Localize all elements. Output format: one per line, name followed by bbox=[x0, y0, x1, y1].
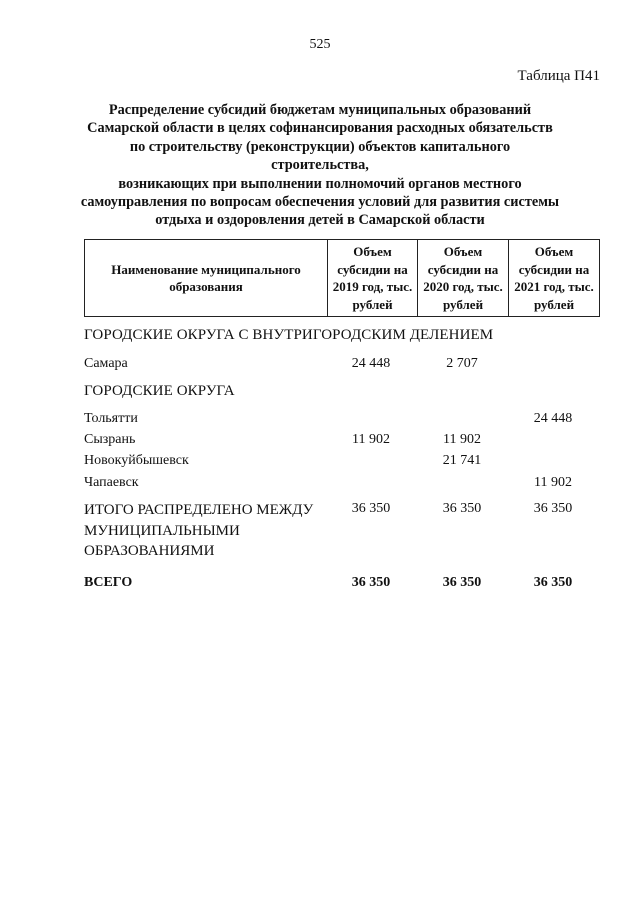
row-name: Тольятти bbox=[84, 411, 138, 426]
row-name: Новокуйбышевск bbox=[84, 453, 189, 468]
subtotal-row bbox=[0, 501, 640, 521]
title-line: отдыха и оздоровления детей в Самарской области bbox=[155, 212, 485, 229]
page-number: 525 bbox=[309, 37, 331, 52]
table-header bbox=[84, 239, 600, 317]
document-title bbox=[80, 101, 560, 230]
section-title-urban-districts: ГОРОДСКИЕ ОКРУГА bbox=[84, 383, 235, 399]
row-name: Самара bbox=[84, 356, 128, 371]
row-value-2021: 24 448 bbox=[533, 411, 573, 426]
title-line: самоуправления по вопросам обеспечения условий для развития системы bbox=[80, 194, 560, 211]
table-row bbox=[0, 432, 640, 452]
row-name: Чапаевск bbox=[84, 475, 139, 490]
title-line: по строительству (реконструкции) объектов капитального строительства, bbox=[129, 138, 511, 174]
column-header-2021: Объем субсидии на 2021 год, тыс. рублей bbox=[509, 240, 600, 317]
row-name: Сызрань bbox=[84, 432, 136, 447]
table-row bbox=[0, 453, 640, 473]
section-title-urban-districts-with-division: ГОРОДСКИЕ ОКРУГА С ВНУТРИГОРОДСКИМ ДЕЛЕНИЕМ bbox=[84, 327, 494, 343]
total-value-2019: 36 350 bbox=[351, 575, 391, 590]
subtotal-label-line: ОБРАЗОВАНИЯМИ bbox=[84, 543, 215, 559]
subtotal-value-2019: 36 350 bbox=[351, 501, 391, 516]
title-line: Самарской области в целях софинансирования расходных обязательств bbox=[87, 120, 553, 137]
row-value-2020: 2 707 bbox=[446, 356, 478, 371]
row-value-2020: 21 741 bbox=[442, 453, 482, 468]
table-row bbox=[0, 356, 640, 376]
total-value-2020: 36 350 bbox=[442, 575, 482, 590]
column-header-municipality: Наименование муниципального образования bbox=[85, 240, 328, 317]
title-line: возникающих при выполнении полномочий органов местного bbox=[118, 175, 522, 192]
subtotal-label-line: МУНИЦИПАЛЬНЫМИ bbox=[84, 522, 240, 539]
total-value-2021: 36 350 bbox=[533, 575, 573, 590]
row-value-2019: 24 448 bbox=[351, 356, 391, 371]
total-row bbox=[0, 575, 640, 595]
row-value-2021: 11 902 bbox=[534, 475, 572, 490]
subtotal-label-line: ИТОГО РАСПРЕДЕЛЕНО МЕЖДУ bbox=[84, 502, 314, 518]
subtotal-value-2021: 36 350 bbox=[533, 501, 573, 516]
subtotal-value-2020: 36 350 bbox=[442, 501, 482, 516]
column-header-2019: Объем субсидии на 2019 год, тыс. рублей bbox=[328, 240, 418, 317]
title-line: Распределение субсидий бюджетам муниципальных образований bbox=[108, 102, 532, 118]
total-label: ВСЕГО bbox=[84, 575, 133, 590]
column-header-2020: Объем субсидии на 2020 год, тыс. рублей bbox=[418, 240, 509, 317]
row-value-2019: 11 902 bbox=[352, 432, 390, 447]
table-row bbox=[0, 475, 640, 495]
table-row bbox=[0, 411, 640, 431]
table-label: Таблица П41 bbox=[517, 68, 600, 84]
row-value-2020: 11 902 bbox=[443, 432, 481, 447]
